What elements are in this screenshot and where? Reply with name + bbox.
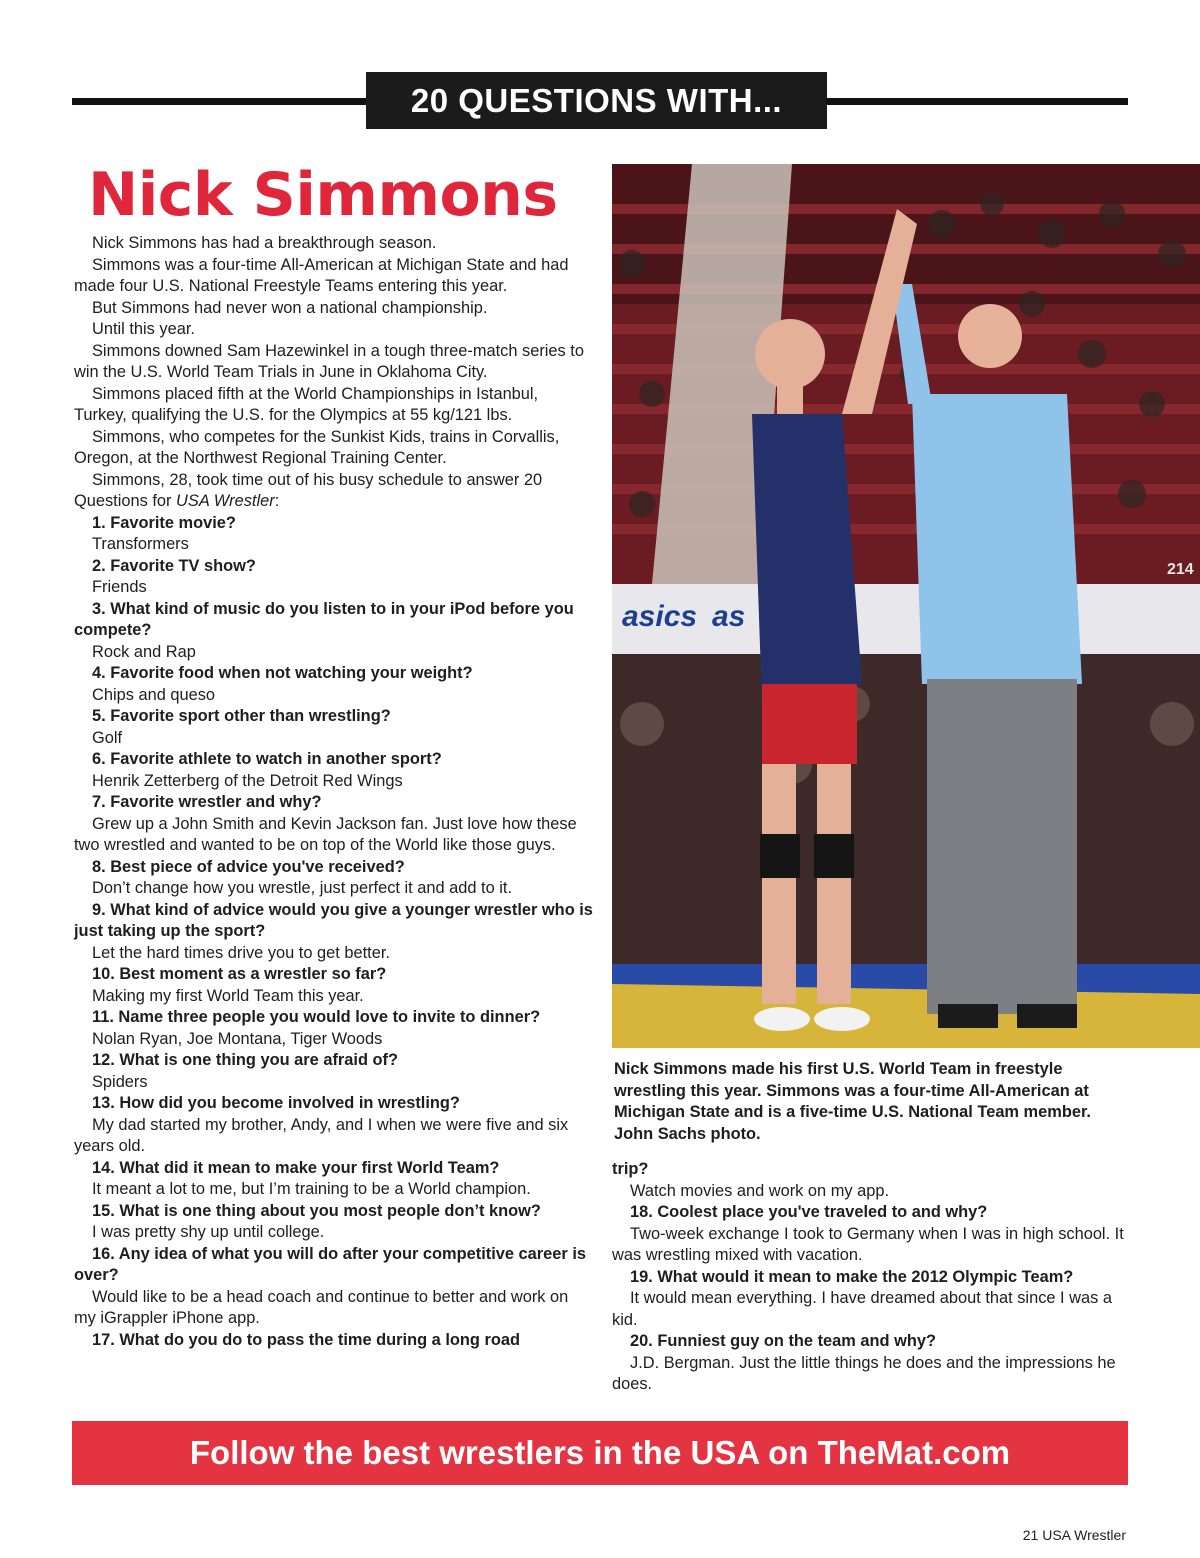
answer: I was pretty shy up until college.	[92, 1223, 325, 1241]
question: 18. Coolest place you've traveled to and why?	[630, 1203, 988, 1221]
question: 7. Favorite wrestler and why?	[92, 793, 322, 811]
intro-paragraphs	[74, 233, 594, 470]
qa-list-left	[74, 513, 594, 1330]
sign-asics-2: as	[712, 600, 746, 633]
article-column-right	[612, 1159, 1126, 1396]
answer: Grew up a John Smith and Kevin Jackson fan. Just love how these two wrestled and wanted to be on top of the World like those guys.	[74, 814, 577, 854]
answer: Let the hard times drive you to get better.	[92, 943, 390, 962]
intro-paragraph: But Simmons had never won a national championship.	[92, 298, 488, 317]
intro-paragraph: Until this year.	[92, 320, 195, 338]
answer: Transformers	[92, 535, 189, 553]
intro-paragraph: Simmons, who competes for the Sunkist Kids, trains in Corvallis, Oregon, at the Northwest Regional Training Center.	[74, 427, 560, 467]
promo-bar	[72, 1421, 1128, 1485]
qa-list-right	[612, 1202, 1126, 1396]
section-banner: 20 QUESTIONS WITH...	[366, 72, 827, 129]
answer: Two-week exchange I took to Germany when I was in high school. It was wrestling mixed with vacation.	[612, 1224, 1124, 1264]
article-column-left	[74, 233, 594, 1351]
intro-paragraph: Nick Simmons has had a breakthrough season.	[92, 234, 437, 252]
wrestling-photo	[612, 164, 1200, 1048]
question: 14. What did it mean to make your first World Team?	[92, 1158, 500, 1177]
seat-number: 214	[1167, 561, 1194, 578]
article-title: Nick Simmons	[88, 160, 558, 230]
question: 2. Favorite TV show?	[92, 556, 256, 575]
answer-17: Watch movies and work on my app.	[630, 1181, 890, 1200]
answer: It meant a lot to me, but I’m training to be a World champion.	[92, 1180, 531, 1198]
answer: Chips and queso	[92, 685, 216, 704]
question: 5. Favorite sport other than wrestling?	[92, 707, 391, 725]
question: 11. Name three people you would love to invite to dinner?	[92, 1008, 541, 1026]
answer: It would mean everything. I have dreamed about that since I was a kid.	[612, 1289, 1112, 1329]
answer: Golf	[92, 728, 123, 747]
question: 20. Funniest guy on the team and why?	[630, 1332, 936, 1350]
intro-closing-paragraph: Simmons, 28, took time out of his busy schedule to answer 20 Questions for USA Wrestler:	[74, 470, 543, 510]
sign-asics-1: asics	[622, 600, 698, 633]
question-17-start: 17. What do you do to pass the time during a long road	[92, 1330, 520, 1349]
photo-caption: Nick Simmons made his first U.S. World Team in freestyle wrestling this year. Simmons was a four-time All-American at Michigan State and is a five-time U.S. National Team member. John Sachs photo.	[614, 1060, 1091, 1143]
question: 19. What would it mean to make the 2012 Olympic Team?	[630, 1267, 1074, 1286]
intro-paragraph: Simmons was a four-time All-American at Michigan State and had made four U.S. National Freestyle Teams entering this year.	[74, 255, 569, 295]
question: 12. What is one thing you are afraid of?	[92, 1051, 398, 1069]
answer: My dad started my brother, Andy, and I when we were five and six years old.	[74, 1115, 569, 1155]
intro-paragraph: Simmons downed Sam Hazewinkel in a tough three-match series to win the U.S. World Team Trials in June in Oklahoma City.	[74, 341, 584, 381]
question: 10. Best moment as a wrestler so far?	[92, 965, 387, 983]
header-rule-right	[826, 98, 1128, 105]
answer: Henrik Zetterberg of the Detroit Red Wings	[92, 771, 403, 790]
question: 8. Best piece of advice you've received?	[92, 857, 405, 876]
photo-illustration	[612, 164, 1200, 1048]
intro-paragraph: Simmons placed fifth at the World Championships in Istanbul, Turkey, qualifying the U.S. for the Olympics at 55 kg/121 lbs.	[74, 384, 539, 424]
question: 13. How did you become involved in wrestling?	[92, 1094, 460, 1112]
question: 6. Favorite athlete to watch in another sport?	[92, 750, 442, 768]
promo-text: Follow the best wrestlers in the USA on TheMat.com	[189, 1434, 1011, 1471]
answer: Nolan Ryan, Joe Montana, Tiger Woods	[92, 1029, 383, 1048]
answer: Making my first World Team this year.	[92, 986, 364, 1005]
page-number: 21 USA Wrestler	[1022, 1527, 1126, 1543]
question: 1. Favorite movie?	[92, 513, 236, 532]
question: 3. What kind of music do you listen to in your iPod before you compete?	[74, 599, 574, 639]
answer: Friends	[92, 578, 147, 596]
question-17-end: trip?	[612, 1160, 649, 1178]
question: 15. What is one thing about you most people don’t know?	[92, 1201, 541, 1220]
answer: Would like to be a head coach and continue to better and work on my iGrappler iPhone app.	[74, 1287, 569, 1327]
answer: J.D. Bergman. Just the little things he does and the impressions he does.	[612, 1353, 1116, 1393]
question: 4. Favorite food when not watching your weight?	[92, 664, 473, 682]
question: 16. Any idea of what you will do after your competitive career is over?	[74, 1244, 586, 1284]
question: 9. What kind of advice would you give a younger wrestler who is just taking up the sport?	[74, 900, 593, 940]
answer: Don’t change how you wrestle, just perfect it and add to it.	[92, 879, 513, 897]
answer: Rock and Rap	[92, 642, 196, 661]
header-rule-left	[72, 98, 368, 105]
answer: Spiders	[92, 1072, 148, 1091]
